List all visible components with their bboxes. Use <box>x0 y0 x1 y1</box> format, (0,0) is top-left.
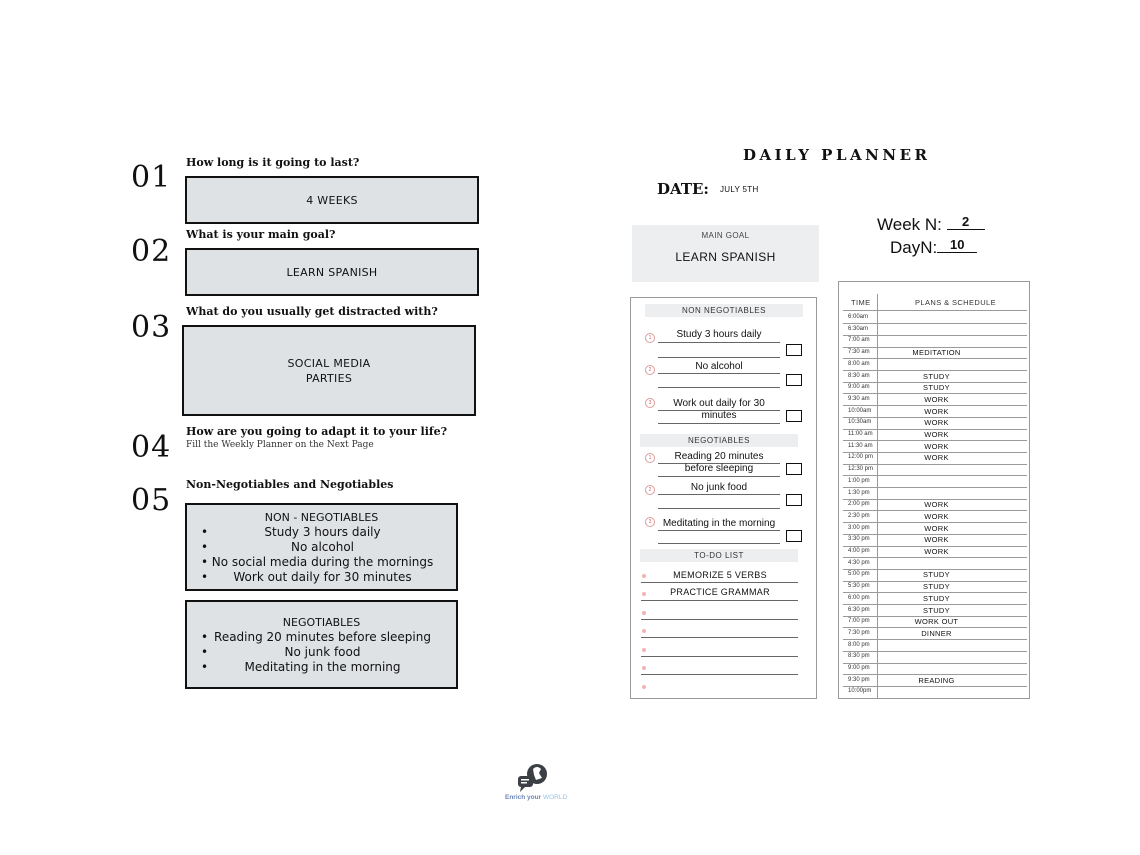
schedule-time: 4:00 pm <box>848 548 870 554</box>
schedule-task: STUDY <box>923 582 950 592</box>
date-value: JULY 5TH <box>720 185 759 194</box>
non-negotiables-header: NON NEGOTIABLES <box>645 304 803 317</box>
todo-header: TO-DO LIST <box>640 549 798 562</box>
week-label: Week N: <box>877 215 942 234</box>
entry-line: Reading 20 minutes <box>674 451 764 462</box>
schedule-task: WORK <box>924 547 949 556</box>
row-divider <box>843 698 1027 699</box>
item-number: 3 <box>645 517 655 527</box>
schedule-time: 9:30 am <box>848 395 870 402</box>
schedule-task: WORK <box>924 394 949 404</box>
list-item: • Study 3 hours daily <box>203 525 456 540</box>
box-title: NEGOTIABLES <box>282 616 361 629</box>
schedule-time: 6:00am <box>848 314 869 320</box>
bullet-dot <box>642 685 646 689</box>
schedule-time: 11:30 am <box>848 442 873 449</box>
schedule-task: STUDY <box>923 593 950 603</box>
column-divider <box>877 294 878 698</box>
entry-line: No junk food <box>690 482 748 493</box>
schedule-time: 1:30 pm <box>848 489 870 496</box>
divider <box>658 508 780 509</box>
schedule-time: 3:00 pm <box>848 524 870 531</box>
week-value: 2 <box>947 214 985 230</box>
answer-line: PARTIES <box>305 371 353 385</box>
item-number: 1 <box>645 453 655 463</box>
logo-text <box>505 794 567 801</box>
bullet-dot <box>642 666 646 670</box>
row-divider <box>843 639 1027 640</box>
schedule-task: WORK <box>924 500 949 510</box>
entry-line: Meditating in the morning <box>662 518 776 529</box>
schedule-task: STUDY <box>923 383 950 393</box>
day-number <box>890 238 977 258</box>
divider <box>658 476 780 477</box>
row-divider <box>843 487 1027 488</box>
schedule-time: 4:30 pm <box>848 559 870 566</box>
bullet-dot <box>642 629 646 633</box>
answer-box <box>185 248 479 296</box>
divider <box>641 582 798 583</box>
question-text: What is your main goal? <box>186 228 336 241</box>
day-label: DayN: <box>890 238 938 257</box>
schedule-task: WORK <box>924 430 949 439</box>
schedule-time: 9:00 am <box>848 384 870 391</box>
entry-line: No alcohol <box>695 361 743 372</box>
entry-line: Study 3 hours daily <box>676 329 762 340</box>
bullet-dot <box>642 574 646 578</box>
schedule-task: WORK <box>924 418 949 428</box>
checkbox[interactable] <box>786 410 802 422</box>
schedule-time: 5:00 pm <box>848 571 870 578</box>
divider <box>658 530 780 531</box>
entry-line: Work out daily for 30 <box>673 398 765 409</box>
row-divider <box>843 323 1027 324</box>
list-item: • No alcohol <box>203 540 456 555</box>
day-value: 10 <box>937 237 977 253</box>
main-goal-box <box>632 225 819 282</box>
list-item: • No junk food <box>203 645 456 660</box>
logo-text-dark: Enrich your <box>505 794 542 801</box>
schedule-task: STUDY <box>923 570 950 580</box>
entry-line: before sleeping <box>684 463 754 474</box>
section-number: 05 <box>131 483 172 518</box>
question-text: Non-Negotiables and Negotiables <box>186 478 394 491</box>
logo-mark <box>515 760 551 794</box>
section-number: 02 <box>131 234 172 269</box>
item-number: 2 <box>645 365 655 375</box>
divider <box>658 387 780 388</box>
question-text: How are you going to adapt it to your life? <box>186 425 448 438</box>
main-goal-label: MAIN GOAL <box>701 231 750 240</box>
item-number: 1 <box>645 333 655 343</box>
answer-text: 4 WEEKS <box>306 193 358 207</box>
schedule-time: 10:00am <box>848 407 872 414</box>
list-item: • Reading 20 minutes before sleeping <box>203 630 456 645</box>
non-negotiables-box <box>185 503 458 591</box>
schedule-time: 7:00 am <box>848 337 870 344</box>
todo-item: MEMORIZE 5 VERBS <box>673 570 767 580</box>
header-divider <box>843 310 1027 311</box>
planner-title: DAILY PLANNER <box>743 146 931 164</box>
section-number: 03 <box>131 310 172 345</box>
schedule-task: READING <box>918 675 955 685</box>
section-number: 04 <box>131 430 172 465</box>
divider <box>658 423 780 424</box>
negotiables-box <box>185 600 458 689</box>
entry-line: minutes <box>701 410 737 421</box>
question-text: What do you usually get distracted with? <box>186 305 438 318</box>
schedule-task: WORK <box>924 511 949 521</box>
main-goal-value: LEARN SPANISH <box>675 250 776 264</box>
bullet-dot <box>642 592 646 596</box>
schedule-time: 12:30 pm <box>848 466 874 473</box>
schedule-time: 7:30 pm <box>848 629 870 636</box>
schedule-task: WORK <box>924 406 949 416</box>
question-text: How long is it going to last? <box>186 156 360 169</box>
row-divider <box>843 358 1027 359</box>
chat-bubbles-globe-icon <box>515 760 551 794</box>
bullet-dot <box>642 611 646 615</box>
schedule-time: 6:30am <box>848 325 869 332</box>
week-number <box>877 215 985 235</box>
divider <box>641 600 798 601</box>
list-item: • Meditating in the morning <box>203 660 456 675</box>
schedule-task: WORK <box>924 453 949 463</box>
row-divider <box>843 663 1027 664</box>
schedule-task: WORK <box>924 441 949 451</box>
row-divider <box>843 651 1027 652</box>
item-number: 3 <box>645 398 655 408</box>
schedule-time: 12:00 pm <box>848 454 874 461</box>
question-subtext: Fill the Weekly Planner on the Next Page <box>186 440 374 450</box>
checkbox[interactable] <box>786 530 802 542</box>
schedule-time: 7:30 am <box>848 349 870 356</box>
negotiables-header: NEGOTIABLES <box>640 434 798 447</box>
answer-text: LEARN SPANISH <box>286 265 378 279</box>
schedule-time: 8:30 pm <box>848 653 870 660</box>
divider <box>641 619 798 620</box>
schedule-time: 6:00 pm <box>848 594 870 601</box>
schedule-task: DINNER <box>921 628 952 638</box>
schedule-time: 8:00 am <box>848 360 870 367</box>
schedule-task: WORK <box>924 523 949 533</box>
schedule-time: 9:30 pm <box>848 676 870 683</box>
bullet-dot <box>642 648 646 652</box>
checkbox[interactable] <box>786 463 802 475</box>
section-number: 01 <box>131 160 172 195</box>
schedule-time: 8:00 pm <box>848 641 870 648</box>
list-item: • Work out daily for 30 minutes <box>203 570 456 585</box>
date-label: DATE: <box>657 180 709 198</box>
schedule-time: 5:30 pm <box>848 583 870 590</box>
schedule-time: 6:30 pm <box>848 606 870 613</box>
box-title: NON - NEGOTIABLES <box>264 511 379 524</box>
divider <box>658 494 780 495</box>
schedule-time: 2:30 pm <box>848 512 870 519</box>
row-divider <box>843 686 1027 687</box>
row-divider <box>843 464 1027 465</box>
divider <box>658 342 780 343</box>
divider <box>641 637 798 638</box>
schedule-task: STUDY <box>923 371 950 381</box>
logo-text-light: WORLD <box>542 794 568 801</box>
schedule-time-header: TIME <box>851 298 871 307</box>
todo-item: PRACTICE GRAMMAR <box>670 587 770 597</box>
divider <box>658 543 780 544</box>
divider <box>658 373 780 374</box>
schedule-time: 7:00 pm <box>848 618 870 625</box>
answer-line: SOCIAL MEDIA <box>287 356 371 370</box>
checkbox[interactable] <box>786 494 802 506</box>
divider <box>658 357 780 358</box>
schedule-task: MEDITATION <box>912 348 961 358</box>
schedule-time: 2:00 pm <box>848 501 870 508</box>
schedule-time: 11:00 am <box>848 431 873 437</box>
answer-box <box>182 325 476 416</box>
row-divider <box>843 475 1027 476</box>
schedule-task: STUDY <box>923 605 950 615</box>
schedule-time: 9:00 pm <box>848 665 870 671</box>
answer-box <box>185 176 479 224</box>
schedule-plans-header: PLANS & SCHEDULE <box>915 298 997 307</box>
schedule-time: 3:30 pm <box>848 536 870 543</box>
schedule-task: WORK OUT <box>914 617 959 627</box>
schedule-task: WORK <box>924 535 949 545</box>
row-divider <box>843 557 1027 558</box>
schedule-panel <box>838 281 1030 699</box>
schedule-time: 8:30 am <box>848 372 870 379</box>
divider <box>641 674 798 675</box>
divider <box>641 656 798 657</box>
item-number: 2 <box>645 485 655 495</box>
schedule-time: 10:30am <box>848 419 872 426</box>
checkbox[interactable] <box>786 374 802 386</box>
list-item: • No social media during the mornings <box>203 555 456 570</box>
schedule-time: 10:00pm <box>848 688 872 695</box>
schedule-time: 1:00 pm <box>848 477 870 484</box>
checkbox[interactable] <box>786 344 802 356</box>
row-divider <box>843 335 1027 336</box>
